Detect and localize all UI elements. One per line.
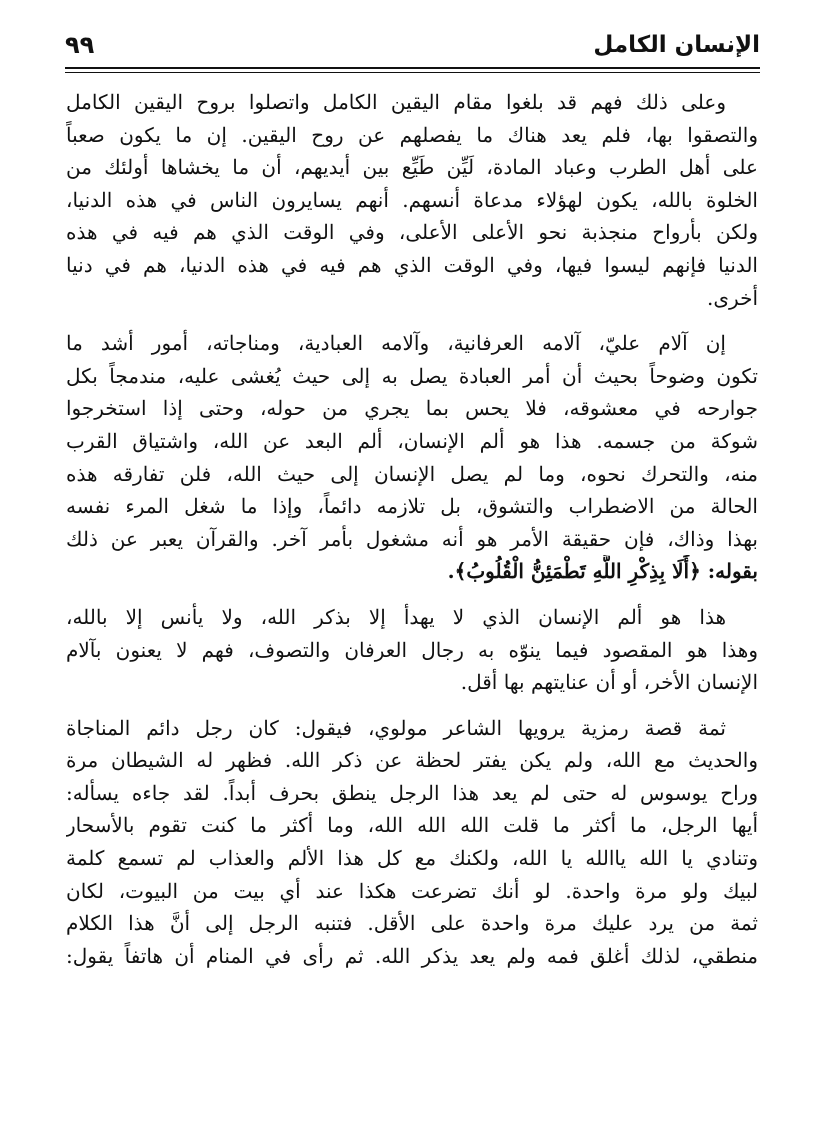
text-line: لبيك ولو مرة واحدة. لو أنك تضرعت هكذا عند أي بيت من البيوت، لكان [66,878,758,903]
text-line: منطقي، لذلك أغلق فمه ولم يعد يذكر الله. ثم رأى في المنام أن هاتفاً يقول: [66,943,758,968]
page-number: ٩٩ [65,31,95,59]
page-header [65,24,760,64]
text-line: جوارحه في معشوقه، فلا يحس بما يجري من حوله، وحتى إذا استخرجوا [66,396,758,421]
header-rule-thin [65,72,760,73]
text-line: بهذا وذاك، فإن حقيقة الأمر هو أنه مشغول بأمر آخر. والقرآن يعبر عن ذلك [66,526,758,551]
text-line: والتصقوا بها، فلم يعد هناك ما يفصلهم عن روح اليقين. إن ما يكون صعباً [66,122,758,147]
paragraph [66,327,758,588]
text-line: وعلى ذلك فهم قد بلغوا مقام اليقين الكامل واتصلوا بروح اليقين الكامل [66,90,726,114]
body-text [66,86,758,972]
running-title: الإنسان الكامل [593,32,760,58]
text-line: الخلوة بالله، يكون لهؤلاء مدعاة أنسهم. أنهم يسايرون الناس في هذه الدنيا، [66,187,758,212]
text-line: وهذا هو المقصود فيما ينوّه به رجال العرفان والتصوف، فهم لا يعنون بآلام [66,637,758,662]
text-line: أيها الرجل، ما أكثر ما قلت الله الله الله، وما أكثر ما كنت تقوم بالأسحار [66,813,758,838]
text-line: الحالة من الاضطراب والتشوق، بل تلازمه دائماً، وإذا ما شغل المرء نفسه [66,494,758,519]
text-line: أخرى. [707,285,758,310]
text-line: ثمة من يرد عليك مرة واحدة على الأقل. فتنبه الرجل إلى أنَّ هذا الكلام [66,911,758,936]
text-line: على أهل الطرب وعباد المادة، لَيِّن طَيِّع بين أيديهم، أن ما يخشاها أولئك من [66,155,758,180]
text-line: شوكة من جسمه. هذا هو ألم الإنسان، ألم البعد عن الله، واشتياق القرب [66,428,758,453]
text-line: ثمة قصة رمزية يرويها الشاعر مولوي، فيقول: كان رجل دائم المناجاة [66,715,726,740]
paragraph [66,712,758,973]
header-rule [65,67,760,69]
paragraph [66,86,758,314]
text-line: الإنسان الأخر، أو أن عنايتهم بها أقل. [460,670,758,695]
text-line: تكون وضوحاً بحيث أن أمر العبادة يصل به إلى حيث يُغشى عليه، مندمجاً بكل [66,363,758,388]
text-line: ولكن بأرواح منجذبة نحو الأعلى الأعلى، وفي الوقت الذي هم فيه في هذه [66,220,758,245]
text-line: منه، والتحرك نحوه، وما لم يصل الإنسان إلى حيث الله، فلن تفارقه هذه [66,461,758,486]
quran-quote-line: بقوله: ﴿أَلَا بِذِكْرِ اللَّهِ تَطْمَئِنُّ الْقُلُوبُ﴾. [447,559,758,584]
text-line: الدنيا فإنهم ليسوا فيها، وفي الوقت الذي هم فيه في هذه الدنيا، هم في دنيا [66,252,758,277]
paragraph [66,601,758,699]
text-line: إن آلام عليّ، آلامه العرفانية، وآلامه العبادية، ومناجاته، أمور أشد ما [66,331,726,356]
text-line: هذا هو ألم الإنسان الذي لا يهدأ إلا بذكر الله، ولا يأنس إلا بالله، [66,604,726,629]
text-line: والحديث مع الله، ولم يكن يفتر لحظة عن ذكر الله. فظهر له الشيطان مرة [66,748,758,773]
text-line: وتنادي يا الله ياالله يا الله، ولكنك مع كل هذا الألم والعذاب لم تسمع كلمة [66,846,758,871]
text-line: وراح يوسوس له حتى لم يعد هذا الرجل ينطق بحرف أبداً. لقد جاءه يسأله: [66,780,758,805]
